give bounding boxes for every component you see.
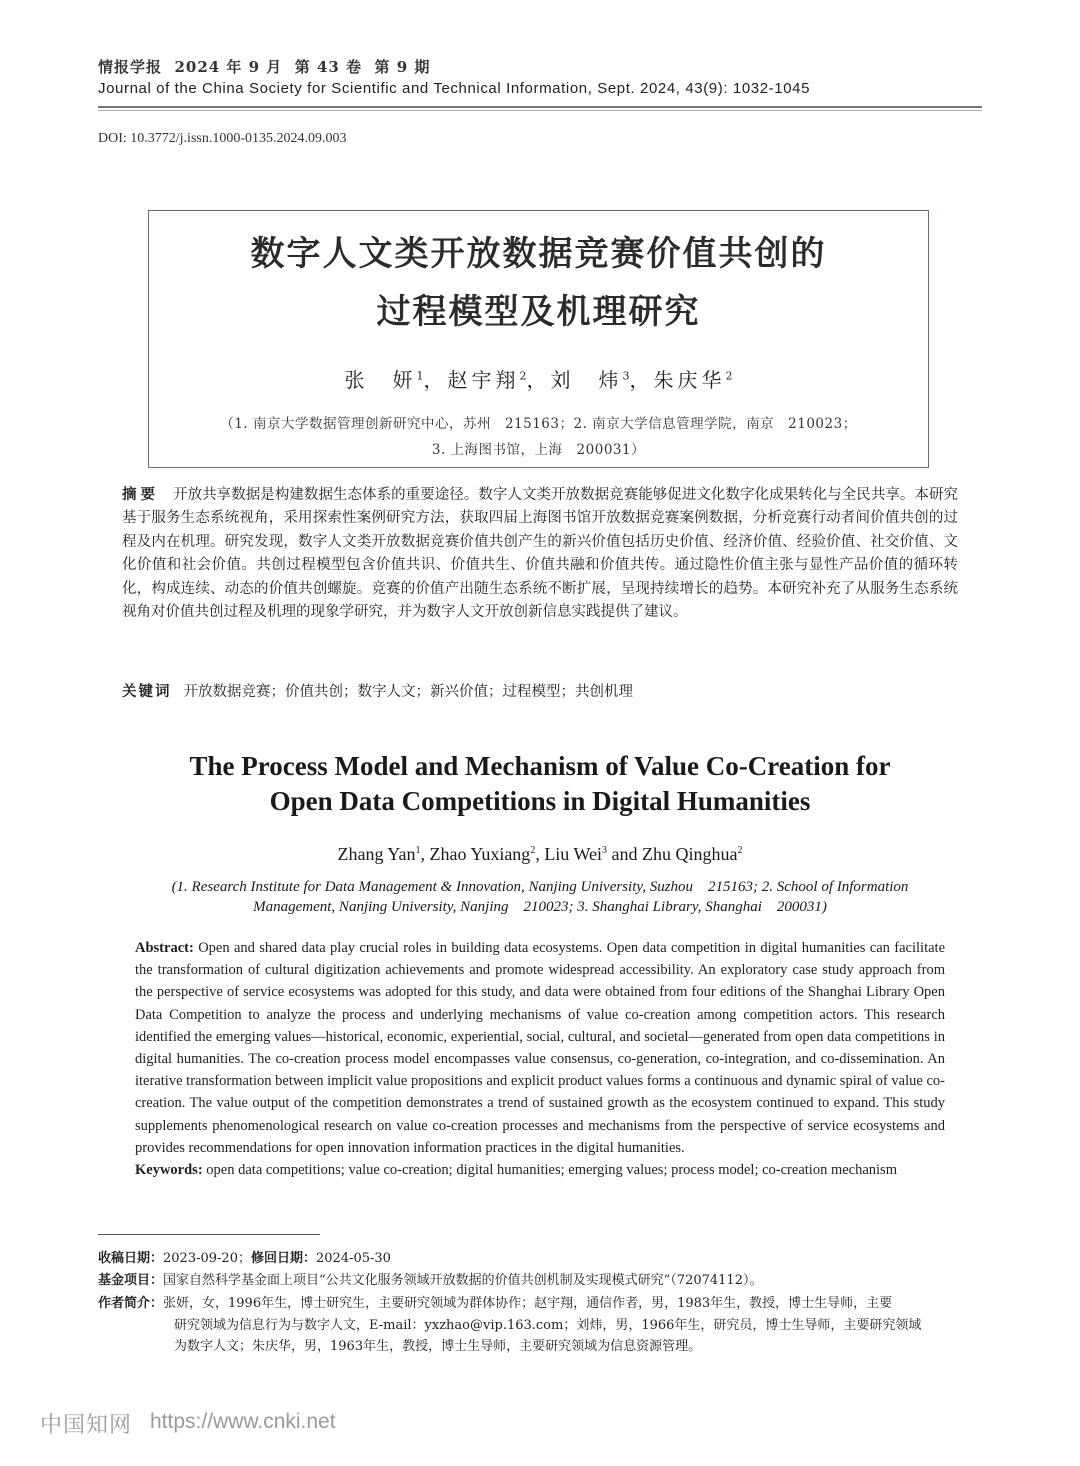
cn-author-name: 朱庆华 — [653, 368, 726, 392]
en-author-sup: 2 — [530, 845, 536, 856]
en-abstract-text: Open and shared data play crucial roles in building data ecosystems. Open data competition in digital humanities can facilitate the transformation of cultural digitization achievements and promote widespread accessibility. An exploratory case study approach from the perspective of service ecosystems was adopted for this study, and data were obtained from four editions of the Shanghai Library Open Data Competition to analyze the process and underlying mechanisms of value co-creation among competition actors. This research identified the emerging values—historical, economic, experiential, social, cultural, and societal—generated from open data competitions in digital humanities. The co-creation process model encompasses value consensus, co-generation, co-integration, and co-dissemination. An iterative transformation between implicit value propositions and explicit product values forms a continuous and dynamic spiral of value co-creation. The value output of the competition demonstrates a trend of sustained growth as the ecosystem continued to expand. This study supplements phenomenological research on value co-creation processes and mechanisms from the perspective of service ecosystems and provides recommendations for open innovation information practices in the digital humanities. — [135, 940, 946, 1156]
en-author-sep: , — [420, 844, 430, 864]
cn-author-name: 张 妍 — [344, 368, 417, 392]
cn-author-sup: 1 — [416, 369, 424, 383]
cn-authors — [148, 364, 929, 393]
cn-author-sep: ， — [629, 368, 654, 392]
en-author-sup: 1 — [415, 845, 421, 856]
cn-title-line2: 过程模型及机理研究 — [376, 292, 701, 332]
bio-line2: 研究领域为信息行为与数字人文，E-mail：yxzhao@vip.163.com；刘炜，男，1966年生，研究员，博士生导师，主要研究领域 — [174, 1317, 922, 1333]
en-author-sep: and — [607, 844, 643, 864]
header-rule-thick — [98, 106, 982, 108]
footnote-fund — [98, 1270, 988, 1292]
en-author-sep: , — [535, 844, 545, 864]
cn-author-sep: ， — [526, 368, 551, 392]
journal-header-cn: 情报学报 2024 年 9 月 第 43 卷 第 9 期 — [98, 58, 431, 76]
cn-abstract-label: 摘要 — [122, 487, 160, 503]
journal-header-en: Journal of the China Society for Scientific and Technical Information, Sept. 2024, 43(9): 1032-1045 — [98, 80, 811, 97]
cn-author-sep: ， — [423, 368, 448, 392]
cn-author-sup: 3 — [622, 369, 630, 383]
cn-title-line1: 数字人文类开放数据竞赛价值共创的 — [250, 234, 827, 274]
cnki-url-watermark: https://www.cnki.net — [150, 1410, 336, 1433]
cn-author-sup: 2 — [519, 369, 527, 383]
cn-author-name: 刘 炜 — [550, 368, 623, 392]
doi: DOI: 10.3772/j.issn.1000-0135.2024.09.003 — [98, 131, 347, 146]
en-title-line1: The Process Model and Mechanism of Value Co-Creation for — [189, 751, 891, 781]
en-affiliation-line2: Management, Nanjing University, Nanjing 210023; 3. Shanghai Library, Shanghai 200031) — [253, 899, 827, 915]
en-abstract-label: Abstract: — [135, 940, 194, 956]
header-rule-thin — [98, 110, 982, 111]
received-date: 2023-09-20； — [163, 1251, 251, 1266]
footnote-rule — [98, 1234, 320, 1235]
en-author-name: Zhao Yuxiang — [429, 844, 531, 864]
en-title-line2: Open Data Competitions in Digital Humanities — [269, 786, 811, 816]
en-keywords-text: open data competitions; value co-creation; digital humanities; emerging values; process model; co-creation mechanism — [206, 1162, 897, 1179]
en-affiliation-line1: (1. Research Institute for Data Management & Innovation, Nanjing University, Suzhou 215163; 2. School of Information — [171, 879, 909, 895]
fund-text: 国家自然科学基金面上项目“公共文化服务领域开放数据的价值共创机制及实现模式研究”（72074112）。 — [163, 1273, 763, 1288]
en-keywords-label: Keywords: — [135, 1162, 203, 1179]
en-author-sup: 2 — [737, 845, 743, 856]
revised-date: 2024-05-30 — [316, 1251, 391, 1266]
revised-label: 修回日期： — [250, 1251, 316, 1266]
cn-keywords-label: 关键词 — [122, 684, 172, 700]
cnki-logo-watermark: 中国知网 — [40, 1413, 133, 1438]
en-authors — [60, 844, 1020, 865]
en-author-name: Zhu Qinghua — [642, 844, 738, 864]
cn-affiliation-line1: （1. 南京大学数据管理创新研究中心，苏州 215163；2. 南京大学信息管理学院，南京 210023； — [220, 416, 857, 432]
cn-author-sup: 2 — [725, 369, 733, 383]
cn-keywords — [122, 680, 958, 701]
fund-label: 基金项目： — [98, 1273, 164, 1288]
en-abstract — [135, 937, 945, 1181]
cn-author-name: 赵宇翔 — [447, 368, 520, 392]
footnote-bio — [98, 1293, 988, 1358]
cn-affiliation-line2: 3. 上海图书馆，上海 200031） — [431, 442, 646, 458]
en-author-name: Zhang Yan — [337, 844, 416, 864]
cn-keywords-text: 开放数据竞赛；价值共创；数字人文；新兴价值；过程模型；共创机理 — [183, 684, 633, 700]
bio-line1: 张妍，女，1996年生，博士研究生，主要研究领域为群体协作；赵宇翔，通信作者，男，1983年生，教授，博士生导师，主要 — [163, 1296, 893, 1311]
en-author-name: Liu Wei — [544, 844, 603, 864]
bio-label: 作者简介： — [98, 1296, 164, 1311]
footnote-dates — [98, 1248, 988, 1270]
cn-abstract-text: 开放共享数据是构建数据生态体系的重要途径。数字人文类开放数据竞赛能够促进文化数字化成果转化与全民共享。本研究基于服务生态系统视角，采用探索性案例研究方法，获取四届上海图书馆开放数据竞赛案例数据，分析竞赛行动者间价值共创的过程及内在机理。研究发现，数字人文类开放数据竞赛价值共创产生的新兴价值包括历史价值、经济价值、经验价值、社交价值、文化价值和社会价值。共创过程模型包含价值共识、价值共生、价值共融和价值共传。通过隐性价值主张与显性产品价值的循环转化，构成连续、动态的价值共创螺旋。竞赛的价值产出随生态系统不断扩展，呈现持续增长的趋势。本研究补充了从服务生态系统视角对价值共创过程及机理的现象学研究，并为数字人文开放创新信息实践提供了建议。 — [122, 487, 959, 621]
received-label: 收稿日期： — [98, 1251, 164, 1266]
en-author-sup: 3 — [602, 845, 608, 856]
bio-line3: 为数字人文；朱庆华，男，1963年生，教授，博士生导师，主要研究领域为信息资源管理。 — [174, 1339, 702, 1354]
cn-abstract — [122, 484, 958, 624]
